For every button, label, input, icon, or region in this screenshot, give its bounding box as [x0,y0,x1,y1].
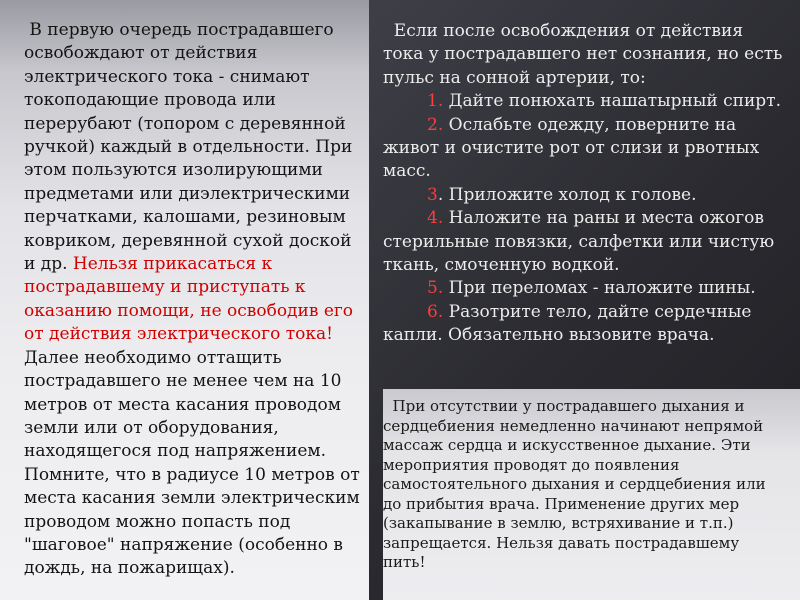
rescue-paragraph [24,19,362,581]
right-text-block [383,20,783,348]
step-number: 4. [427,208,444,229]
step-number: 5. [427,278,444,299]
step-text: При переломах - наложите шины. [443,278,756,299]
step-item-3 [383,184,783,207]
right-intro: Если после освобождения от действия тока у пострадавшего нет сознания, но есть пульс на сонной артерии, то: [383,21,783,88]
step-text: Дайте понюхать нашатырный спирт. [443,91,781,112]
step-item-4 [383,207,783,277]
step-text: Разотрите тело, дайте сердечные капли. Обязательно вызовите врача. [383,301,752,346]
step-number: 1. [427,91,444,112]
step-item-5 [383,277,783,300]
step-item-6 [383,301,783,348]
followup-text: Далее необходимо оттащить пострадавшего не менее чем на 10 метров от места касания проводом земли или от оборудования, находящегося под напряжением. Помните, что в радиусе 10 метров от места касания земли электрическим проводом можно попасть под "шаговое" напряжение (особенно в дождь, на пожарищах). [24,347,360,579]
step-text: Ослабьте одежду, поверните на живот и очистите рот от слизи и рвотных масс. [383,114,760,182]
step-text: Наложите на раны и места ожогов стерильные повязки, салфетки или чистую ткань, смоченную водкой. [383,208,775,276]
step-number: 6. [427,301,444,322]
left-text-block [24,19,362,581]
cpr-paragraph: При отсутствии у пострадавшего дыхания и сердцебиения немедленно начинают непрямой массаж сердца и искусственное дыхание. Эти мероприятия проводят до появления самостоятельного дыхания и сердцебиения или до прибытия врача. Применение других мер (закапывание в землю, встряхивание и т.п.) запрещается. Нельзя давать пострадавшему пить! [383,397,766,571]
step-number: 2. [427,114,444,135]
step-number: 3 [427,184,438,205]
step-text: . Приложите холод к голове. [437,184,697,205]
step-item-1 [383,90,783,113]
step-item-2 [383,114,783,184]
warning-text: Нельзя прикасаться к пострадавшему и приступать к оказанию помощи, не освободив его от действия электрического тока! [24,254,354,345]
bottom-text-block [383,397,778,573]
intro-text: В первую очередь пострадавшего освобождают от действия электрического тока - снимают токоподающие провода или перерубают (топором с деревянной ручкой) каждый в отдельности. При этом пользуются изолирующими предметами или диэлектрическими перчатками, калошами, резиновым ковриком, деревянной сухой доской и др. [24,20,353,275]
